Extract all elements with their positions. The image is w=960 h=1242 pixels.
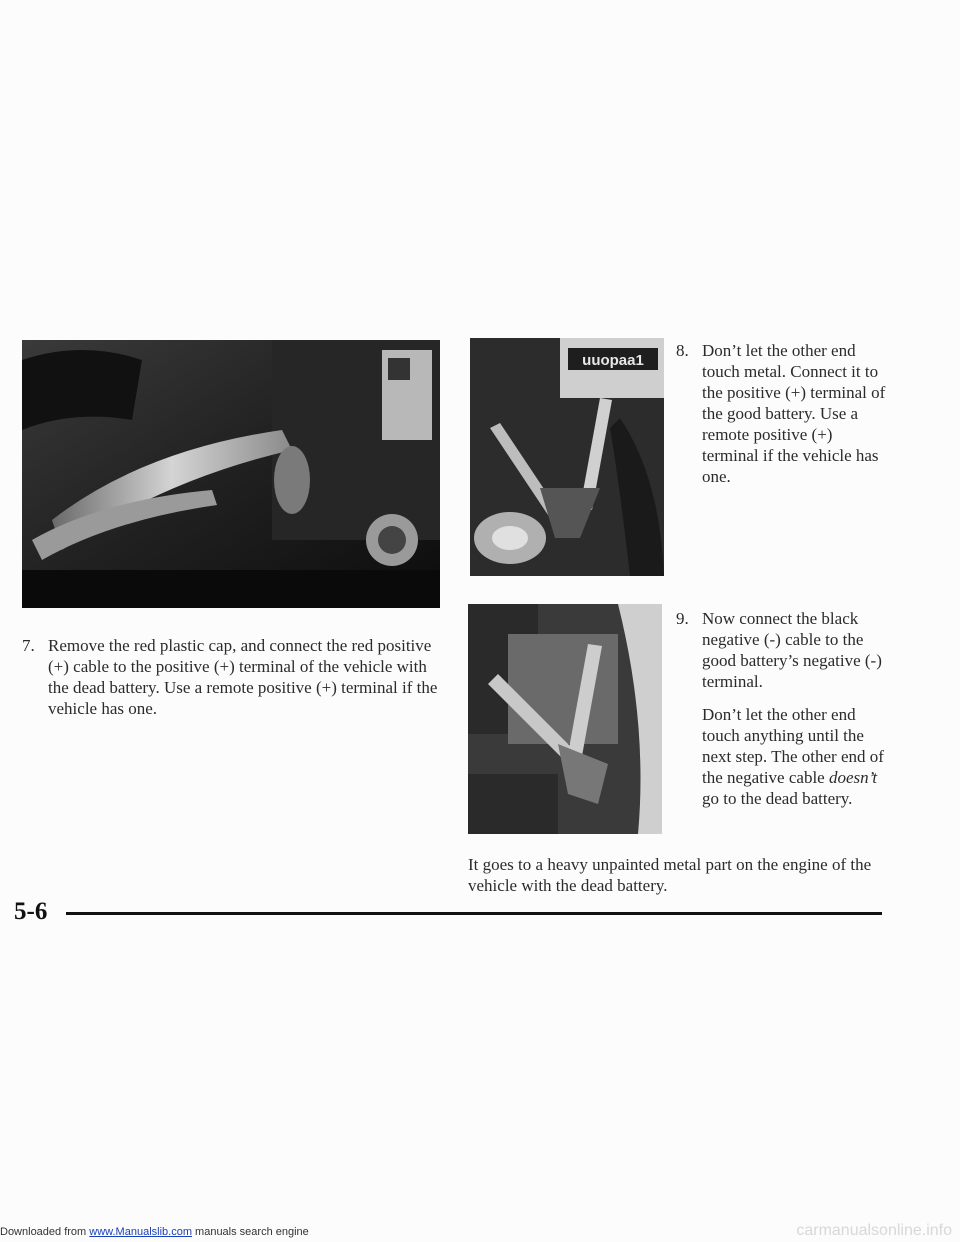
battery-brand-label: uuopaa1 bbox=[582, 352, 644, 369]
step-number: 7. bbox=[22, 636, 35, 655]
footer-suffix: manuals search engine bbox=[191, 1226, 309, 1238]
photo-clamp-on-good-battery-positive bbox=[470, 338, 664, 576]
continuation-text: It goes to a heavy unpainted metal part on the engine of the vehicle with the dead battery. bbox=[468, 855, 872, 895]
photo-clamp-on-dead-battery bbox=[22, 340, 440, 608]
step-text-2 bbox=[702, 704, 892, 809]
footer-prefix: Downloaded from bbox=[0, 1226, 90, 1238]
manualslib-link[interactable]: www.Manualslib.com bbox=[89, 1226, 192, 1238]
emphasis-text: doesn’t bbox=[828, 768, 878, 787]
download-footer bbox=[0, 1226, 309, 1238]
step-number: 8. bbox=[676, 341, 689, 360]
footer-rule bbox=[66, 912, 882, 915]
text-run: go to the dead battery. bbox=[702, 789, 853, 808]
step-7 bbox=[22, 635, 442, 719]
text-run: Don’t let the other end touch anything until the next step. The other end of the negative cable bbox=[702, 705, 884, 787]
step-number: 9. bbox=[676, 609, 689, 628]
step-8 bbox=[676, 340, 916, 487]
watermark: carmanualsonline.info bbox=[796, 1222, 952, 1239]
page-number: 5-6 bbox=[14, 898, 48, 925]
step-text: Now connect the black negative (-) cable to the good battery’s negative (-) terminal. bbox=[702, 609, 882, 691]
step-text: Don’t let the other end touch metal. Connect it to the positive (+) terminal of the good battery. Use a remote positive (+) terminal if the vehicle has one. bbox=[702, 341, 886, 486]
step-9 bbox=[676, 608, 916, 809]
photo-negative-clamp-on-good-battery bbox=[468, 604, 662, 834]
step-text: Remove the red plastic cap, and connect the red positive (+) cable to the positive (+) terminal of the vehicle with the dead battery. Use a remote positive (+) terminal if the vehicle has one. bbox=[48, 636, 438, 718]
